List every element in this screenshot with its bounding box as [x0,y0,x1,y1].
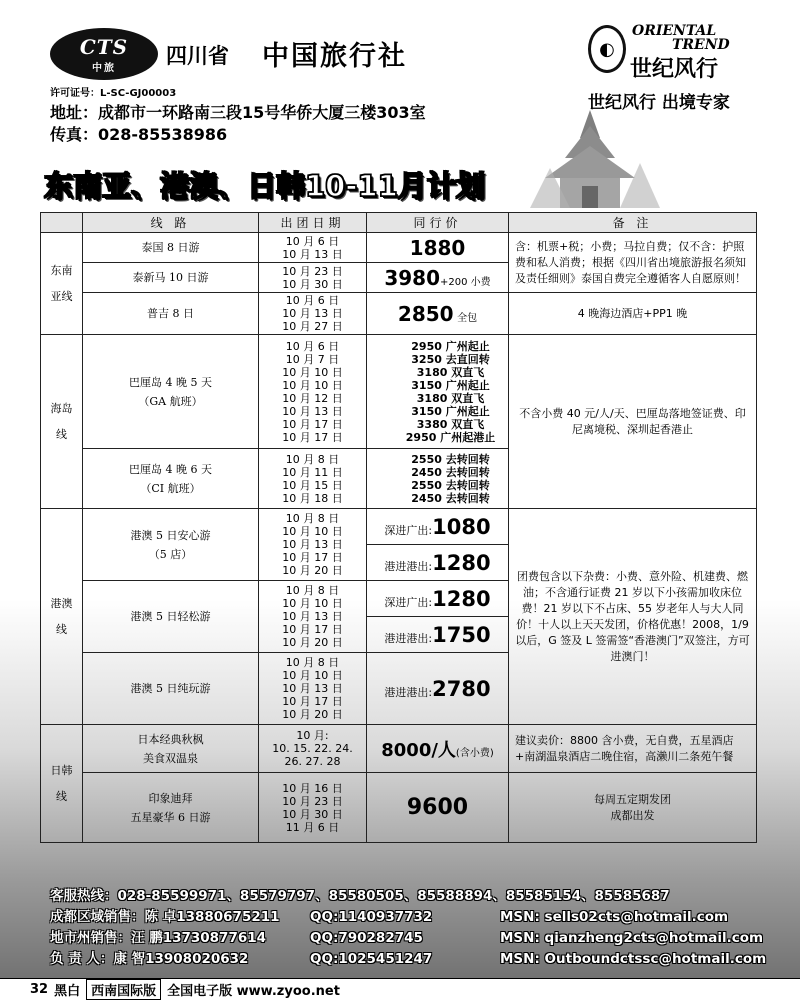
contact-person: 地市州销售：汪 鹏13730877614 [50,930,267,946]
agency-name: 中国旅行社 [262,41,407,72]
service-hotline: 客服热线：028-85599971、85579797、85580505、85588894、85585154、85585687 [50,888,670,904]
contact-qq: QQ:790282745 [310,930,423,946]
table-header-row [41,213,757,233]
temple-illustration [520,108,660,208]
contact-row [50,928,770,949]
license-number: 许可证号：L-SC-GJ00003 [50,88,177,99]
table-row [41,773,757,843]
contact-msn: MSN: qianzheng2cts@hotmail.com [500,930,764,946]
table-row [41,335,757,449]
departure-dates: 10 月 6 日 10 月 13 日 [259,233,367,263]
note-hkmo: 团费包含以下杂费：小费、意外险、机建费、燃油；不含通行证费 21 岁以下小孩需加收床位费！21 岁以下不占床、55 岁老年人与大人同价！十人以上天天发团，价格优惠！2008，1/9 以后，G 签及 L 签需签“香港澳门”双签注，方可进澳门！ [509,509,757,725]
contact-person: 成都区域销售：陈 卓13880675211 [50,909,280,925]
route-name: 港澳 5 日纯玩游 [83,653,259,725]
price-cell: 港进港出:1750 [367,617,509,653]
route-name: 泰国 8 日游 [83,233,259,263]
route-name: 港澳 5 日安心游 （5 店） [83,509,259,581]
contact-msn: MSN: Outboundctssc@hotmail.com [500,951,767,967]
price-cell: 2850 全包 [367,293,509,335]
price-cell: 1880 [367,233,509,263]
contact-row [50,907,770,928]
contact-qq: QQ:1140937732 [310,909,433,925]
header-note: 备 注 [509,213,757,233]
temple-icon [520,108,660,208]
price-list: 2550 去转回转 2450 去转回转 2550 去转回转 2450 去转回转 [367,449,509,509]
province-label: 四川省 [166,44,229,68]
note-phuket: 4 晚海边酒店+PP1 晚 [509,293,757,335]
main-title: 东南亚、港澳、日韩10-11月计划 [44,169,485,203]
contact-qq: QQ:1025451247 [310,951,433,967]
header-date: 出团日期 [259,213,367,233]
page-number: 32 [30,982,49,997]
departure-dates: 10 月 16 日 10 月 23 日 10 月 30 日 11 月 6 日 [259,773,367,843]
price-cell: 深进广出:1280 [367,581,509,617]
route-name: 港澳 5 日轻松游 [83,581,259,653]
schedule-table [40,212,757,843]
note-sea: 含：机票+税；小费；马拉自费；仅不含：护照费和私人消费；根据《四川省出境旅游报名须知及责任细则》泰国自费完全遵循客人自愿原则！ [509,233,757,293]
route-name: 日本经典秋枫 美食双温泉 [83,725,259,773]
brand-en-line1: ORIENTAL [632,23,717,39]
price-cell: 8000/人(含小费) [367,725,509,773]
cts-logo-monogram: CTS [79,34,129,59]
price-cell: 港进港出:2780 [367,653,509,725]
note-island: 不含小费 40 元/人/天、巴厘岛落地签证费、印尼离境税、深圳起香港止 [509,335,757,509]
cts-logo-text: 中旅 [92,62,116,74]
departure-dates: 10 月 8 日 10 月 10 日 10 月 13 日 10 月 17 日 10 月 20 日 [259,509,367,581]
table-row [41,293,757,335]
note-dubai: 每周五定期发团 成都出发 [509,773,757,843]
price-cell: 深进广出:1080 [367,509,509,545]
contact-row [50,949,770,970]
table-row [41,725,757,773]
section-name: 西南国际版 [86,979,161,1000]
departure-dates: 10 月 8 日 10 月 10 日 10 月 13 日 10 月 17 日 10 月 20 日 [259,581,367,653]
departure-dates: 10 月 6 日 10 月 13 日 10 月 27 日 [259,293,367,335]
oriental-trend-logo-icon: ◐ [588,25,626,73]
region-label-hkmo: 港澳线 [41,509,83,725]
address: 地址：成都市一环路南三段15号华侨大厦三楼303室 [50,103,426,122]
price-list: 2950 广州起止 3250 去直回转 3180 双直飞 3150 广州起止 3180 双直飞 3150 广州起止 3380 双直飞 2950 广州起港止 [367,335,509,449]
header-blank [41,213,83,233]
print-mode: 黑白 [54,984,81,999]
price-cell: 港进港出:1280 [367,545,509,581]
contact-person: 负 责 人：康 智13908020632 [50,951,249,967]
region-label-island: 海岛线 [41,335,83,509]
brand-slogan: 世纪风行 出境专家 [588,93,730,113]
route-name: 巴厘岛 4 晚 5 天 （GA 航班） [83,335,259,449]
fax-number: 传真：028-85538986 [50,125,228,144]
header-price: 同行价 [367,213,509,233]
departure-dates: 10 月 8 日 10 月 11 日 10 月 15 日 10 月 18 日 [259,449,367,509]
route-name: 泰新马 10 日游 [83,263,259,293]
region-label-jk: 日韩线 [41,725,83,843]
note-japan: 建议卖价：8800 含小费，无自费，五星酒店+南湖温泉酒店二晚住宿，高濑川二条苑午餐 [509,725,757,773]
contact-block [50,886,770,970]
route-name: 巴厘岛 4 晚 6 天 （CI 航班） [83,449,259,509]
brand-en-line2: TREND [672,37,730,53]
contact-msn: MSN: sells02cts@hotmail.com [500,909,729,925]
header-route: 线 路 [83,213,259,233]
price-cell: 9600 [367,773,509,843]
region-label-sea: 东南亚线 [41,233,83,335]
table-row [41,509,757,545]
departure-dates: 10 月 23 日 10 月 30 日 [259,263,367,293]
edition-label: 全国电子版 www.zyoo.net [167,984,340,999]
route-name: 普吉 8 日 [83,293,259,335]
cts-logo [50,28,158,80]
brand-chinese-name: 世纪风行 [630,56,719,82]
departure-dates: 10 月 8 日 10 月 10 日 10 月 13 日 10 月 17 日 10 月 20 日 [259,653,367,725]
price-cell: 3980+200 小费 [367,263,509,293]
departure-dates: 10 月: 10. 15. 22. 24. 26. 27. 28 [259,725,367,773]
brand-english-name [632,24,730,52]
departure-dates: 10 月 6 日 10 月 7 日 10 月 10 日 10 月 10 日 10 月 12 日 10 月 13 日 10 月 17 日 10 月 17 日 [259,335,367,449]
page-footer [0,978,800,1000]
route-name: 印象迪拜 五星豪华 6 日游 [83,773,259,843]
table-row [41,233,757,263]
